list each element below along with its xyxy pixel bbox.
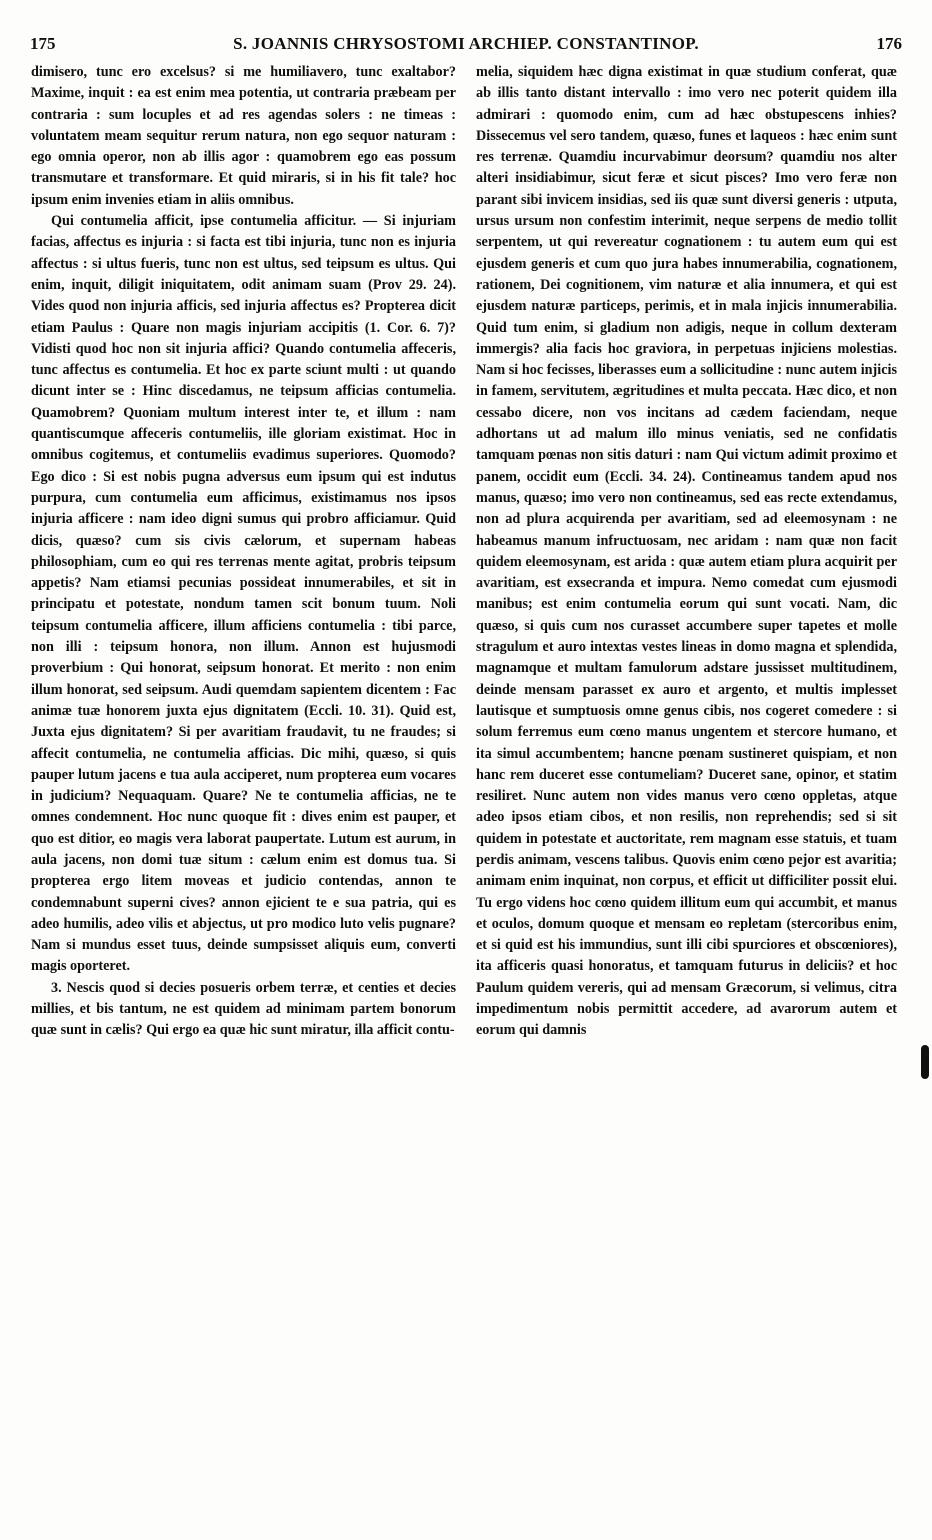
paragraph: Qui contumelia afficit, ipse contumelia afficitur. — Si injuriam facias, affectus es injuria : si facta est tibi injuria, tunc non es injuria affectus : si ultus fueris, tunc non est ultus, sed teipsum es ultus. Qui enim, inquit, diligit iniquitatem, odit animam suam (Prov 29. 24). Vides quod non injuria afficis, sed injuria affectus es? Propterea dicit etiam Paulus : Quare non magis injuriam accipitis (1. Cor. 6. 7)? Vidisti quod hoc non sit injuria affici? Quando contumelia affeceris, tunc affectus es contumelia. Et hoc ex parte sciunt multi : ut quando dicunt inter se : Hinc discedamus, ne teipsum afficias contumelia. Quamobrem? Quoniam multum interest inter te, et illum : nam quantiscumque affeceris contumeliis, ille gloriam existimat. Hoc in omnibus cogitemus, et contumeliis evadimus superiores. Quomodo? Ego dico : Si est nobis pugna adversus eum ipsum qui est indutus purpura, cum contumelia eum afficimus, existimamus nos ipsos injuria afficere : nam ideo digni sumus qui probro afficiamur. Quid dicis, quæso? cum sis civis cælorum, et supernam habeas philosophiam, cum eo qui res terrenas mente agitat, probris teipsum appetis? Nam etiamsi pecunias possideat innumerabiles, et sit in principatu et potestate, nondum tamen scit bonum tuum. Noli teipsum contumelia afficere, illum afficiens contumelia : tibi parce, non illi : teipsum honora, non illum. Annon est hujusmodi proverbium : Qui honorat, seipsum honorat. Et merito : non enim illum honorat, sed seipsum. Audi quemdam sapientem dicentem : Fac animæ tuæ honorem juxta ejus dignitatem (Eccli. 10. 31). Quid est, Juxta ejus dignitatem? Si per avaritiam fraudavit, tu ne fraudes; si affecit contumelia, ne contumelia afficias. Dic mihi, quæso, si quis pauper lutum jacens e tua aula acciperet, num propterea eum vocares in judicium? Nequaquam. Quare? Ne te contumelia afficias, ne te omnes condemnent. Hoc nunc quoque fit : dives enim est pauper, et quo est ditior, eo magis vera laborat paupertate. Lutum est aurum, in aula jacens, non domi tuæ situm : cælum enim est domus tua. Si propterea ergo litem moveas et judicio contendas, annon te condemnabunt superni cives? annon ejicient te e sua patria, qui es adeo humilis, adeo vilis et abjectus, ut pro modico luto velis pugnare? Nam si mundus esset tuus, deinde sumpsisset aliquis eum, converti magis oporteret. (31, 213, 456, 975)
running-header (30, 34, 902, 56)
running-title: S. JOANNIS CHRYSOSTOMI ARCHIEP. CONSTANTINOP. (233, 34, 699, 53)
paragraph: melia, siquidem hæc digna existimat in quæ studium conferat, quæ ab illis tanto distant intervallo : imo vero nec poterit quidem illa admirari : quomodo enim, cum ad hæc obstupescens inhies? Dissecemus vel sero tandem, quæso, funes et laqueos : hæc enim sunt res terrenæ. Quamdiu incurvabimur deorsum? quamdiu nos alter alteri insidiabimur, sicut feræ et sicut pisces? Imo vero feræ non parant sibi invicem insidias, sed iis quæ sunt diversi generis : utputa, ursus ursum non confestim interimit, neque serpens de medio tollit serpentem, ut qui revereatur cognationem : tu autem eum qui est ejusdem generis et cum quo jura habes innumerabilia, cognationem, rationem, Dei cognitionem, vim naturæ et alia innumera, et qui est ejusdem naturæ particeps, perimis, et in mala injicis innumerabilia. Quid tum enim, si gladium non adigis, neque in collum dexteram immergis? alia facis hoc graviora, in perpetuas injiciens molestias. Nam si hoc fecisses, liberasses eum a sollicitudine : nunc autem injicis in famem, servitutem, ægritudines et multa peccata. Hæc dico, et non cessabo dicere, non vos incitans ad cædem faciendam, neque adhortans ut ad malum illo minus veniatis, sed ne confidatis tamquam pœnas non sitis daturi : nam Qui victum adimit proximo et panem, occidit eum (Eccli. 34. 24). Contineamus tandem apud nos manus, quæso; imo vero non contineamus, sed eas recte extendamus, non ad plura acquirenda per avaritiam, sed ad eleemosynam : ne habeamus manum infructuosam, nec aridam : nam quæ non facit quidem eleemosynam, est arida : quæ autem etiam plura acquirit per avaritiam, est exsecranda et impura. Nemo comedat cum ejusmodi manibus; est enim contumelia eorum qui sunt vocati. Nam, dic quæso, si quis cum nos curasset accumbere super tapetes et molle stragulum et auro intextas vestes lineas in domo magna et splendida, magnamque et multam famulorum adstare jussisset multitudinem, deinde mensam parasset ex auro et argento, et multis implesset lautisque et sumptuosis omne genus cibis, nos cogeret comedere : si solum ferremus eum cœno manus ungentem et stercore humano, et ita simul accumbentem; hancne pœnam sustineret quispiam, et non hanc rem duceret esse contumeliam? Duceret sane, opinor, et statim resiliret. Nunc autem non vides manus vero cœno oppletas, atque adeo ipsos etiam cibos, et non resilis, non reprehendis; sed si sit quidem in potestate et auctoritate, rem magnam esse statuis, et tuam perdis animam, vescens talibus. Quovis enim cœno pejor est avaritia; animam enim inquinat, non corpus, et efficit ut difficiliter possit elui. Tu ergo videns hoc cœno quidem illitum eum qui accumbit, et manus et oculos, domum quoque et mensam eo repletam (stercoribus enim, et si quid est his immundius, sunt illi cibi spurciores et obscœniores), ita afficeris quasi honoratus, et tamquam futurus in deliciis? et hoc Paulum quidem vereris, qui ad mensam Græcorum, si velimus, citra impedimentum nobis permittit accedere, ad avarorum autem et eorum qui damnis (476, 64, 897, 1039)
paragraph: dimisero, tunc ero excelsus? si me humiliavero, tunc exaltabor? Maxime, inquit : ea est enim mea potentia, ut contraria præbeam per contraria : sum locuples et ad res agendas solers : ne timeas : voluntatem meam sequitur rerum natura, non ego sequor naturam : ego omnia operor, non ab illis agor : quamobrem ego eas possum transmutare et transformare. Et quid miraris, si in his fit tale? hoc ipsum enim invenies etiam in aliis omnibus. (31, 64, 456, 208)
paragraph: 3. Nescis quod si decies posueris orbem terræ, et centies et decies millies, et bis tantum, ne est quidem ad minimam partem bonorum quæ sunt in cælis? Qui ergo ea quæ hic sunt miratur, illa afficit contu- (31, 979, 456, 1039)
right-page-number: 176 (876, 34, 902, 53)
left-column (31, 62, 456, 1042)
margin-mark (921, 1045, 929, 1079)
left-page-number: 175 (30, 34, 56, 53)
right-column (476, 62, 897, 1042)
